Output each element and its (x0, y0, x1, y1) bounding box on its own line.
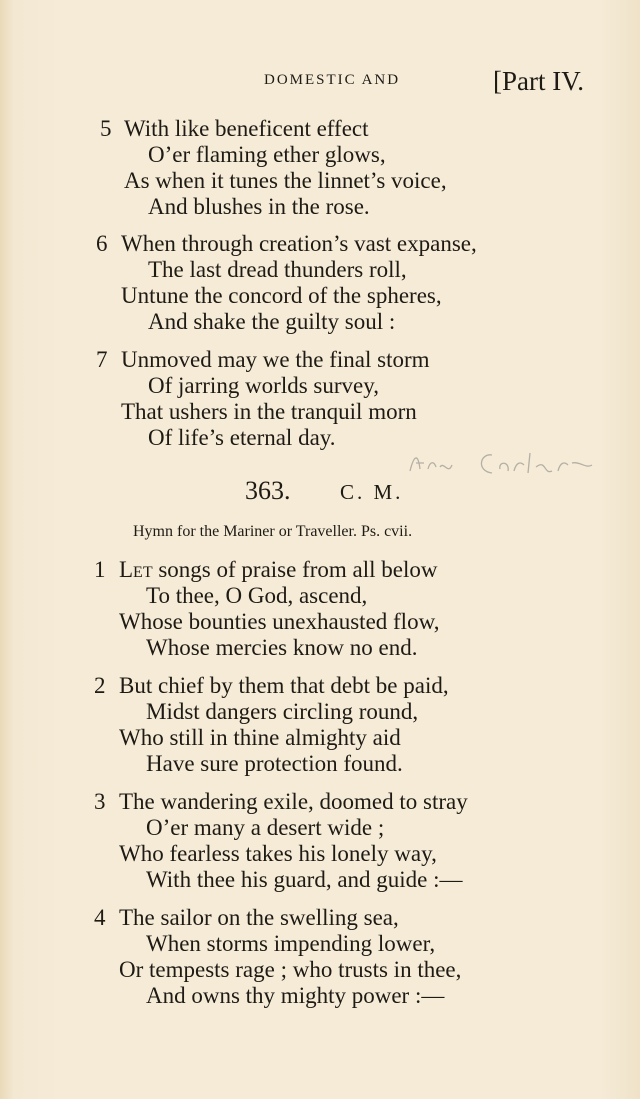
verse-line: O’er flaming ether glows, (148, 142, 386, 167)
verse-line: Unmoved may we the final storm (121, 347, 430, 372)
stanza-number: 4 (94, 905, 106, 930)
verse-line: The wandering exile, doomed to stray (119, 789, 468, 814)
stanza-number: 5 (100, 116, 112, 141)
verse-line: Have sure protection found. (146, 751, 403, 776)
hymn-heading (0, 476, 640, 510)
part-label: [Part IV. (493, 66, 584, 96)
verse-line: Whose bounties unexhausted flow, (119, 609, 440, 634)
verse-line: Who still in thine almighty aid (119, 725, 401, 750)
verse-line: O’er many a desert wide ; (146, 815, 385, 840)
first-word: Let (119, 557, 153, 582)
stanza-number: 7 (96, 347, 108, 372)
verse-line: Whose mercies know no end. (146, 635, 418, 660)
verse-line: When through creation’s vast expanse, (121, 231, 477, 256)
verse-line: Or tempests rage ; who trusts in thee, (119, 957, 462, 982)
page-header (0, 66, 640, 96)
verse-line: And shake the guilty soul : (148, 309, 396, 334)
running-title: DOMESTIC AND (264, 72, 401, 88)
verse-line: As when it tunes the linnet’s voice, (124, 168, 447, 193)
stanza-number: 6 (96, 231, 108, 256)
verse-line: Who fearless takes his lonely way, (119, 841, 437, 866)
stanza-number: 1 (94, 557, 106, 582)
verse-line: But chief by them that debt be paid, (119, 673, 449, 698)
verse-line: That ushers in the tranquil morn (121, 399, 417, 424)
verse-line: With like beneficent effect (124, 116, 369, 141)
verse-line: And owns thy mighty power :— (146, 983, 445, 1008)
verse-line: Of jarring worlds survey, (148, 373, 380, 398)
verse-line (119, 557, 438, 583)
verse-line: The last dread thunders roll, (148, 257, 407, 282)
verse-line: With thee his guard, and guide :— (146, 867, 463, 892)
hymn-meter: C. M. (340, 480, 404, 504)
hymn-number: 363. (245, 476, 291, 505)
verse-line: And blushes in the rose. (148, 194, 370, 219)
verse-line: Untune the concord of the spheres, (121, 283, 442, 308)
verse-line-rest: songs of praise from all below (158, 557, 438, 582)
verse-line: When storms impending lower, (146, 931, 436, 956)
verse-line: The sailor on the swelling sea, (119, 905, 399, 930)
verse-line: Of life’s eternal day. (148, 425, 336, 450)
verse-line: To thee, O God, ascend, (146, 583, 368, 608)
verse-line: Midst dangers circling round, (146, 699, 419, 724)
stanza-number: 3 (94, 789, 106, 814)
stanza-number: 2 (94, 673, 106, 698)
hymn-subtitle: Hymn for the Mariner or Traveller. Ps. cvii. (133, 523, 413, 540)
